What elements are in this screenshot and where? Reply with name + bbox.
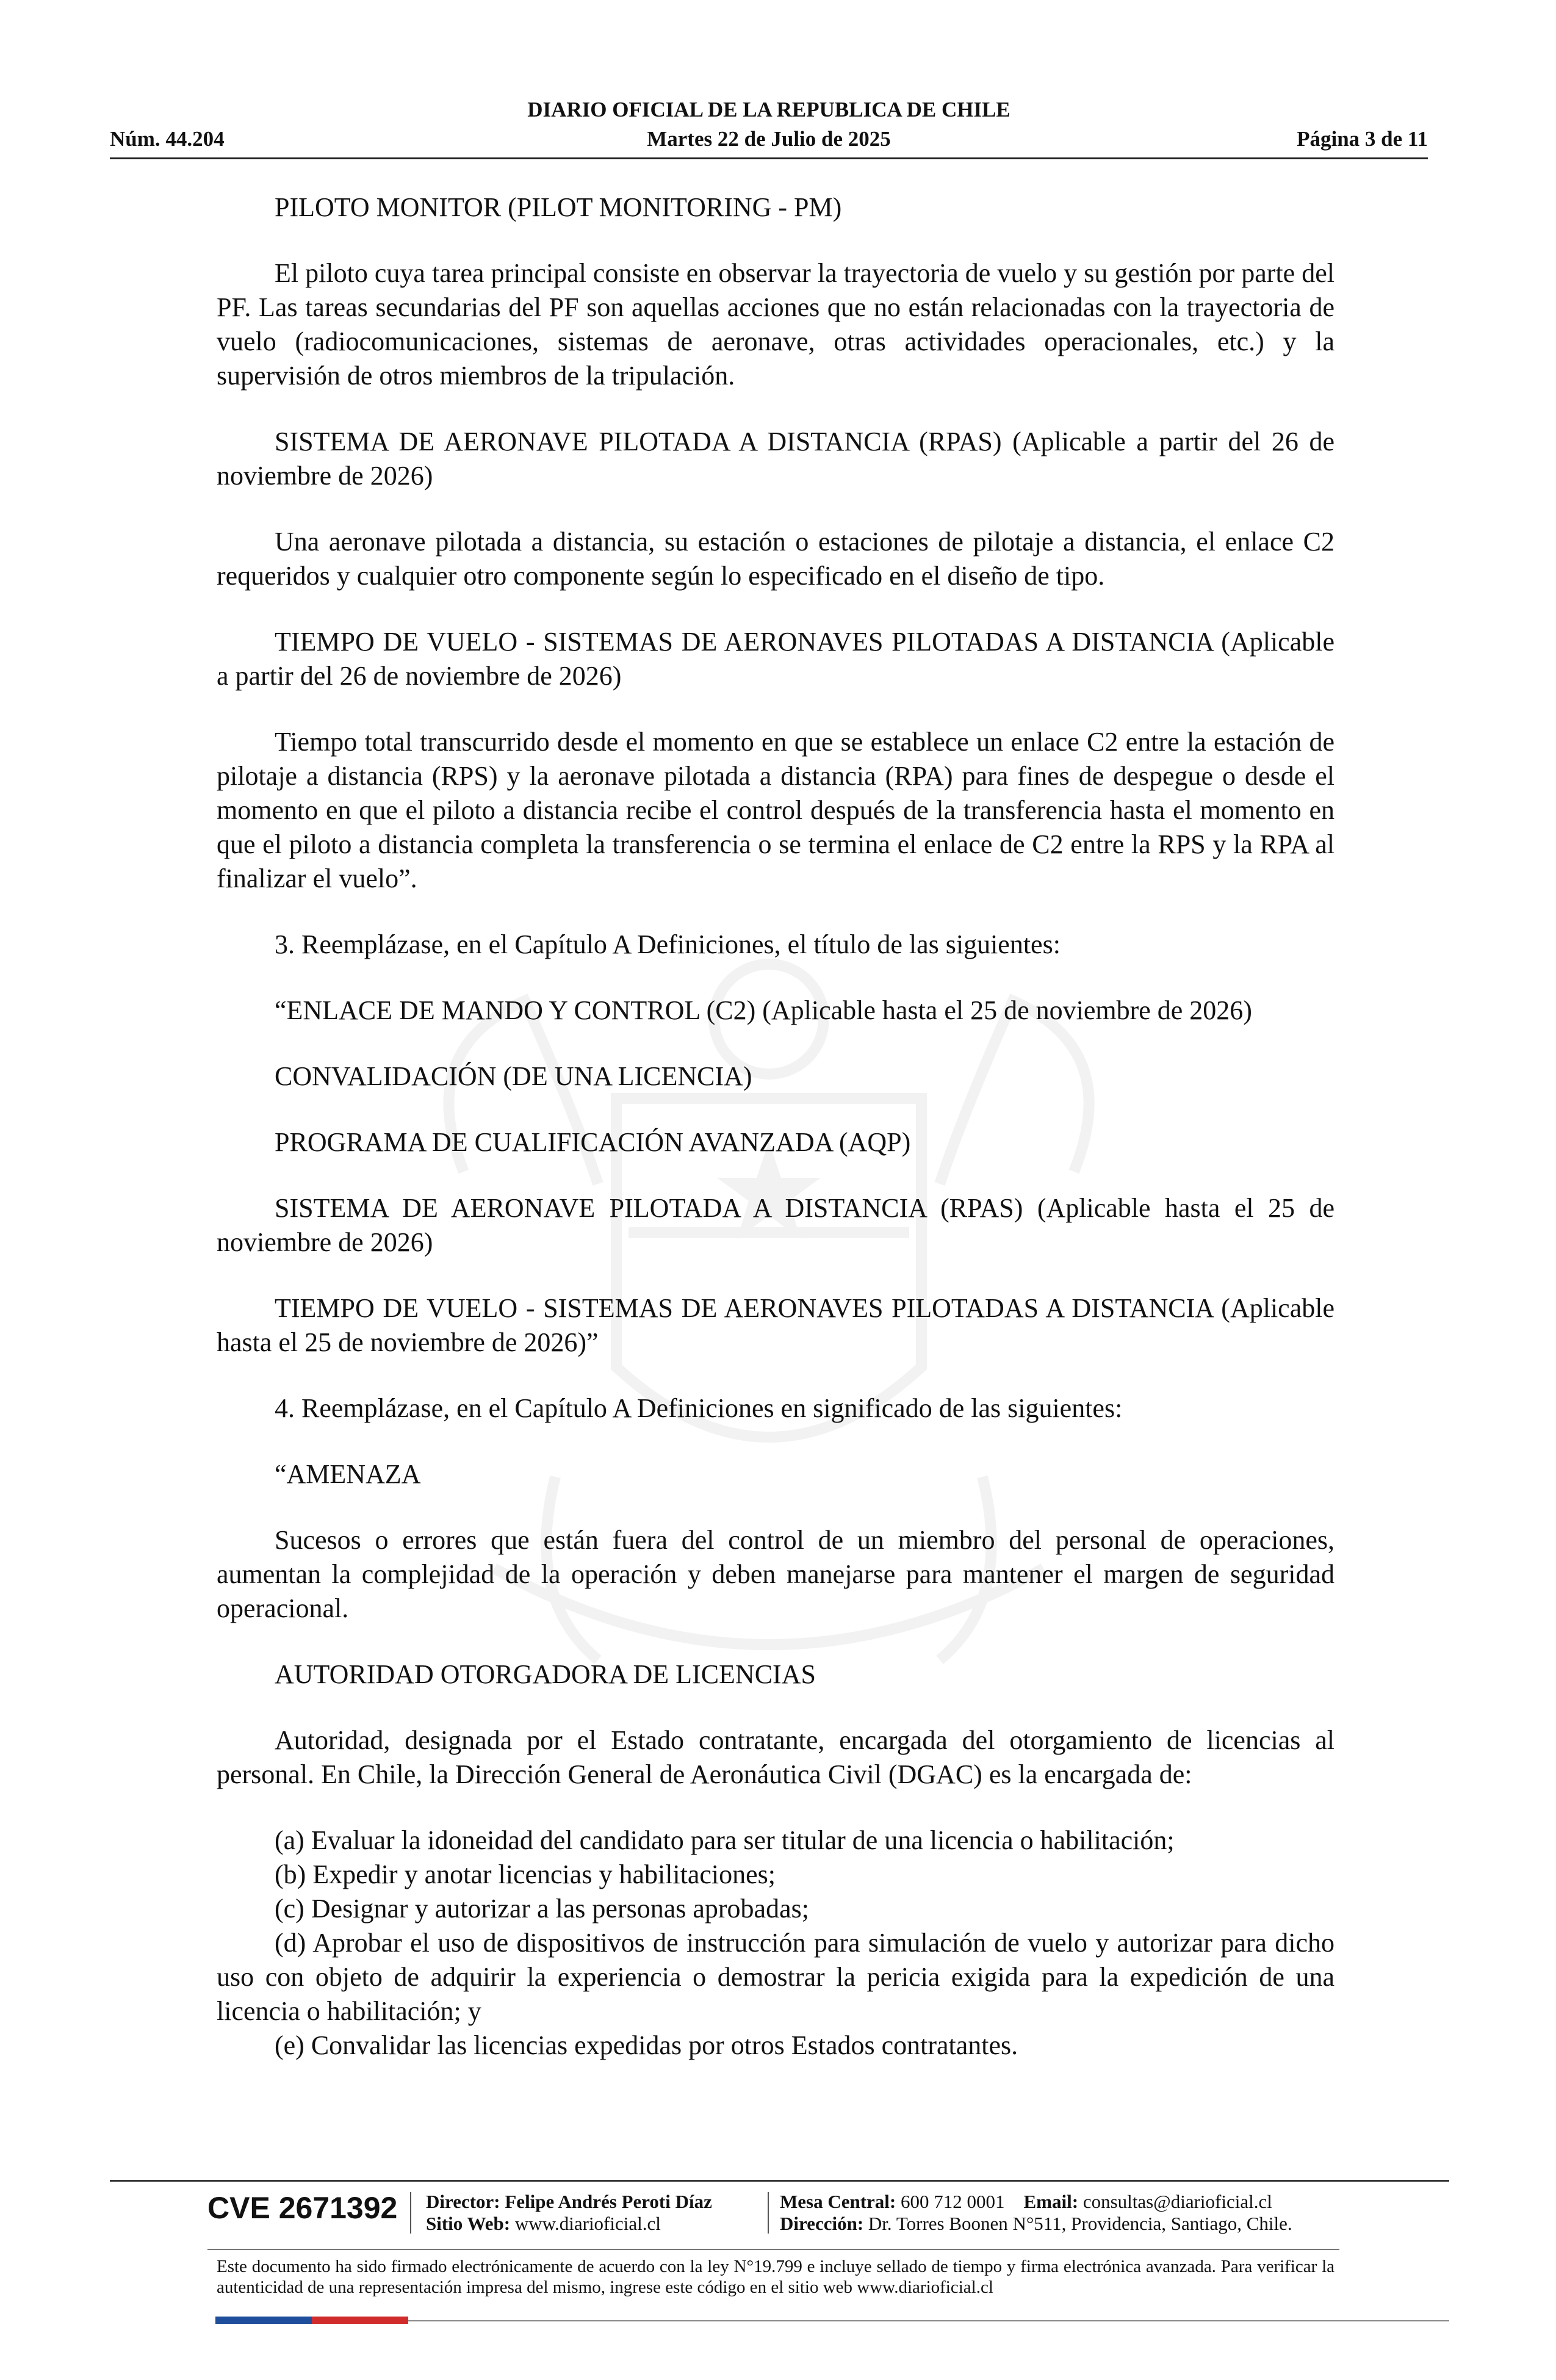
document-body [217,190,1334,2063]
footer-director-block [426,2191,712,2235]
header-divider [110,157,1428,159]
footer-separator [768,2192,769,2234]
footer-separator [410,2192,411,2234]
list-item: (c) Designar y autorizar a las personas aprobadas; [275,1894,809,1924]
paragraph-3: 3. Reemplázase, en el Capítulo A Definiciones, el título de las siguientes: [275,929,1061,959]
footer-bottom-divider [408,2320,1449,2321]
heading-autoridad: AUTORIDAD OTORGADORA DE LICENCIAS [275,1659,816,1689]
flag-red-segment [312,2317,408,2324]
director-label: Director: [426,2191,500,2212]
web-link[interactable]: www.diarioficial.cl [514,2213,661,2234]
email-link[interactable]: consultas@diarioficial.cl [1082,2191,1272,2212]
footer-divider [110,2180,1449,2182]
autoridad-list [217,1823,1334,2063]
definition-autoridad: Autoridad, designada por el Estado contratante, encargada del otorgamiento de licencias al personal. En Chile, la Dirección General de Aeronáutica Civil (DGAC) es la encargada de: [217,1725,1334,1789]
list-item: (b) Expedir y anotar licencias y habilitaciones; [275,1859,776,1889]
issue-number: Núm. 44.204 [110,127,225,151]
direccion-label: Dirección: [780,2213,864,2234]
list-item: (e) Convalidar las licencias expedidas por otros Estados contratantes. [275,2030,1018,2060]
list-item: (d) Aprobar el uso de dispositivos de instrucción para simulación de vuelo y autorizar para dicho uso con objeto de adquirir la experiencia o demostrar la pericia exigida para la expedición de una licencia o habilitación; y [217,1928,1334,2026]
publication-date: Martes 22 de Julio de 2025 [647,127,891,151]
list-item: (a) Evaluar la idoneidad del candidato para ser titular de una licencia o habilitación; [275,1825,1175,1855]
heading-amenaza: “AMENAZA [275,1459,421,1489]
director-name: Felipe Andrés Peroti Díaz [505,2191,712,2212]
mesa-label: Mesa Central: [780,2191,896,2212]
page-number: Página 3 de 11 [1297,127,1428,151]
footer-contact-block [780,2191,1292,2235]
page-header [110,92,1428,159]
title-convalidacion: CONVALIDACIÓN (DE UNA LICENCIA) [275,1061,752,1091]
definition-amenaza: Sucesos o errores que están fuera del control de un miembro del personal de operaciones, aumentan la complejidad de la operación y deben manejarse para mantener el margen de seguridad operacional. [217,1525,1334,1623]
definition-piloto-monitor: El piloto cuya tarea principal consiste en observar la trayectoria de vuelo y su gestión por parte del PF. Las tareas secundarias del PF son aquellas acciones que no están relacionadas con la trayectoria de vuelo (radiocomunicaciones, sistemas de aeronave, otras actividades operacionales, etc.) y la supervisión de otros miembros de la tripulación. [217,258,1334,391]
publication-title: DIARIO OFICIAL DE LA REPUBLICA DE CHILE [527,98,1010,121]
flag-blue-segment [215,2317,312,2324]
title-tiempo-vuelo: TIEMPO DE VUELO - SISTEMAS DE AERONAVES PILOTADAS A DISTANCIA (Aplicable hasta el 25 de noviembre de 2026)” [217,1293,1334,1357]
heading-tiempo-vuelo: TIEMPO DE VUELO - SISTEMAS DE AERONAVES PILOTADAS A DISTANCIA (Aplicable a partir del 26 de noviembre de 2026) [217,627,1334,691]
legal-notice: Este documento ha sido firmado electrónicamente de acuerdo con la ley N°19.799 e incluye sellado de tiempo y firma electrónica avanzada. Para verificar la autenticidad de una representación impresa del mismo, ingrese este código en el sitio web www.diarioficial.cl [217,2257,1334,2297]
footer-inner-divider [207,2249,1339,2250]
chile-flag-stripe [215,2317,408,2324]
email-label: Email: [1023,2191,1079,2212]
title-aqp: PROGRAMA DE CUALIFICACIÓN AVANZADA (AQP) [275,1127,911,1157]
web-label: Sitio Web: [426,2213,511,2234]
definition-tiempo-vuelo: Tiempo total transcurrido desde el momento en que se establece un enlace C2 entre la estación de pilotaje a distancia (RPS) y la aeronave pilotada a distancia (RPA) para fines de despegue o desde el momento en que el piloto a distancia recibe el control después de la transferencia hasta el momento en que el piloto a distancia completa la transferencia o se termina el enlace de C2 entre la RPS y la RPA al finalizar el vuelo”. [217,727,1334,893]
paragraph-4: 4. Reemplázase, en el Capítulo A Definiciones en significado de las siguientes: [275,1393,1123,1423]
direccion-value: Dr. Torres Boonen N°511, Providencia, Santiago, Chile. [868,2213,1292,2234]
definition-rpas: Una aeronave pilotada a distancia, su estación o estaciones de pilotaje a distancia, el enlace C2 requeridos y cualquier otro componente según lo especificado en el diseño de tipo. [217,527,1334,591]
header-center [110,95,1428,154]
cve-code: CVE 2671392 [207,2191,398,2225]
mesa-value: 600 712 0001 [901,2191,1005,2212]
heading-rpas: SISTEMA DE AERONAVE PILOTADA A DISTANCIA (RPAS) (Aplicable a partir del 26 de noviembre de 2026) [217,427,1334,491]
title-rpas: SISTEMA DE AERONAVE PILOTADA A DISTANCIA (RPAS) (Aplicable hasta el 25 de noviembre de 2026) [217,1193,1334,1257]
heading-piloto-monitor: PILOTO MONITOR (PILOT MONITORING - PM) [275,192,842,222]
title-enlace: “ENLACE DE MANDO Y CONTROL (C2) (Aplicable hasta el 25 de noviembre de 2026) [275,995,1252,1025]
